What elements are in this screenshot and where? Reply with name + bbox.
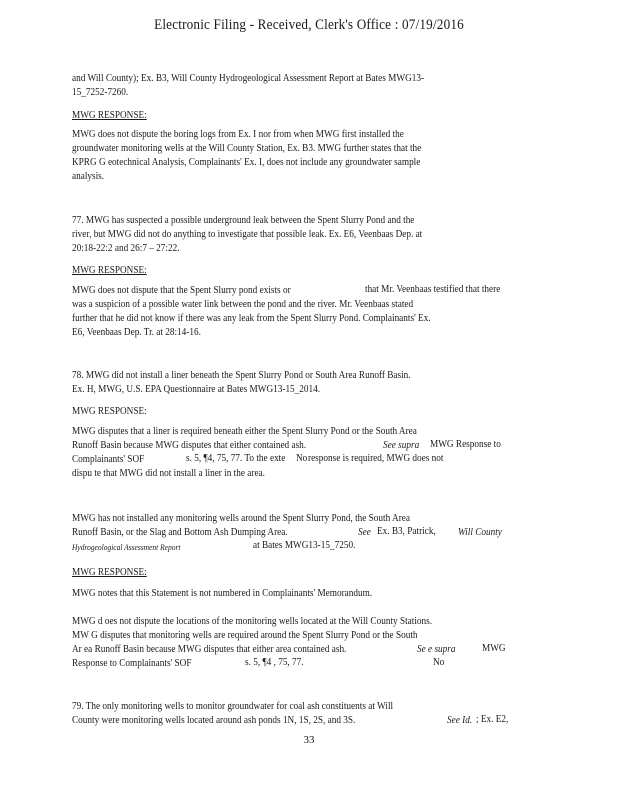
response-heading: MWG RESPONSE: <box>72 265 147 276</box>
citation-signal: See supra <box>383 440 420 451</box>
text-line: further that he did not know if there was any leak from the Spent Slurry Pond. Complainants' Ex. <box>72 313 431 324</box>
text-line: MWG disputes that a liner is required beneath either the Spent Slurry Pond or the South Area <box>72 426 417 437</box>
text-line: groundwater monitoring wells at the Will County Station, Ex. B3. MWG further states that the <box>72 143 422 154</box>
text-line: Runoff Basin, or the Slag and Bottom Ash Dumping Area. <box>72 527 288 538</box>
text-line: MWG d oes not dispute the locations of the monitoring wells located at the Will County Stations. <box>72 616 433 627</box>
response-heading-plain: MWG RESPONSE: <box>72 406 147 417</box>
text-fragment: ; Ex. E2, <box>476 714 509 725</box>
text-line: Ex. H, MWG, U.S. EPA Questionnaire at Bates MWG13-15_2014. <box>72 384 321 395</box>
unnumbered-statement: MWG has not installed any monitoring wells around the Spent Slurry Pond, the South Area <box>72 513 411 524</box>
text-line: 15_7252-7260. <box>72 87 129 98</box>
text-line: Runoff Basin because MWG disputes that either contained ash. <box>72 440 307 451</box>
text-fragment: at Bates MWG13-15_7250. <box>253 540 356 551</box>
text-line: and Will County); Ex. B3, Will County Hydrogeological Assessment Report at Bates MWG13- <box>72 73 425 84</box>
text-line: MWG does not dispute that the Spent Slurry pond exists or <box>72 285 291 296</box>
response-heading: MWG RESPONSE: <box>72 567 147 578</box>
page-number: 33 <box>303 734 315 746</box>
text-line: Response to Complainants' SOF <box>72 658 192 669</box>
citation-signal: See <box>358 527 371 538</box>
citation-title: Will County <box>458 527 502 538</box>
text-fragment: Ex. B3, Patrick, <box>377 526 436 537</box>
statement-78: 78. MWG did not install a liner beneath the Spent Slurry Pond or South Area Runoff Basin. <box>72 370 411 381</box>
text-fragment: No <box>433 657 445 668</box>
text-line: MW G disputes that monitoring wells are required around the Spent Slurry Pond or the South <box>72 630 418 641</box>
text-line: County were monitoring wells located around ash ponds 1N, 1S, 2S, and 3S. <box>72 715 356 726</box>
text-fragment: MWG Response to <box>430 439 501 450</box>
text-line: analysis. <box>72 171 105 182</box>
text-line: Complainants' SOF <box>72 454 145 465</box>
text-line: E6, Veenbaas Dep. Tr. at 28:14-16. <box>72 327 201 338</box>
text-line: 20:18-22:2 and 26:7 – 27:22. <box>72 243 180 254</box>
text-line: dispu te that MWG did not install a liner in the area. <box>72 468 265 479</box>
text-fragment: s. 5, ¶4, 75, 77. To the exte <box>186 453 286 464</box>
text-line: MWG does not dispute the boring logs from Ex. I nor from when MWG first installed the <box>72 129 404 140</box>
text-fragment: s. 5, ¶4 , 75, 77. <box>245 657 304 668</box>
statement-77: 77. MWG has suspected a possible underground leak between the Spent Slurry Pond and the <box>72 215 415 226</box>
citation-title: Hydrogeological Assessment Report <box>72 542 181 552</box>
text-line: was a suspicion of a possible water link between the pond and the river. Mr. Veenbaas stated <box>72 299 414 310</box>
statement-79: 79. The only monitoring wells to monitor groundwater for coal ash constituents at Will <box>72 701 394 712</box>
response-heading: MWG RESPONSE: <box>72 110 147 121</box>
text-fragment: MWG <box>482 643 506 654</box>
text-fragment: No <box>296 453 308 464</box>
text-fragment: response is required, MWG does not <box>308 453 444 464</box>
citation-signal: See Id. <box>447 715 473 726</box>
text-fragment: that Mr. Veenbaas testified that there <box>365 284 501 295</box>
text-line: MWG notes that this Statement is not numbered in Complainants' Memorandum. <box>72 588 373 599</box>
text-line: river, but MWG did not do anything to investigate that possible leak. Ex. E6, Veenbaas Dep. at <box>72 229 423 240</box>
text-line: Ar ea Runoff Basin because MWG disputes that either area contained ash. <box>72 644 347 655</box>
citation-signal: Se e supra <box>417 644 456 655</box>
filing-stamp-header: Electronic Filing - Received, Clerk's Office : 07/19/2016 <box>154 17 464 33</box>
text-line: KPRG G eotechnical Analysis, Complainants' Ex. I, does not include any groundwater sample <box>72 157 421 168</box>
